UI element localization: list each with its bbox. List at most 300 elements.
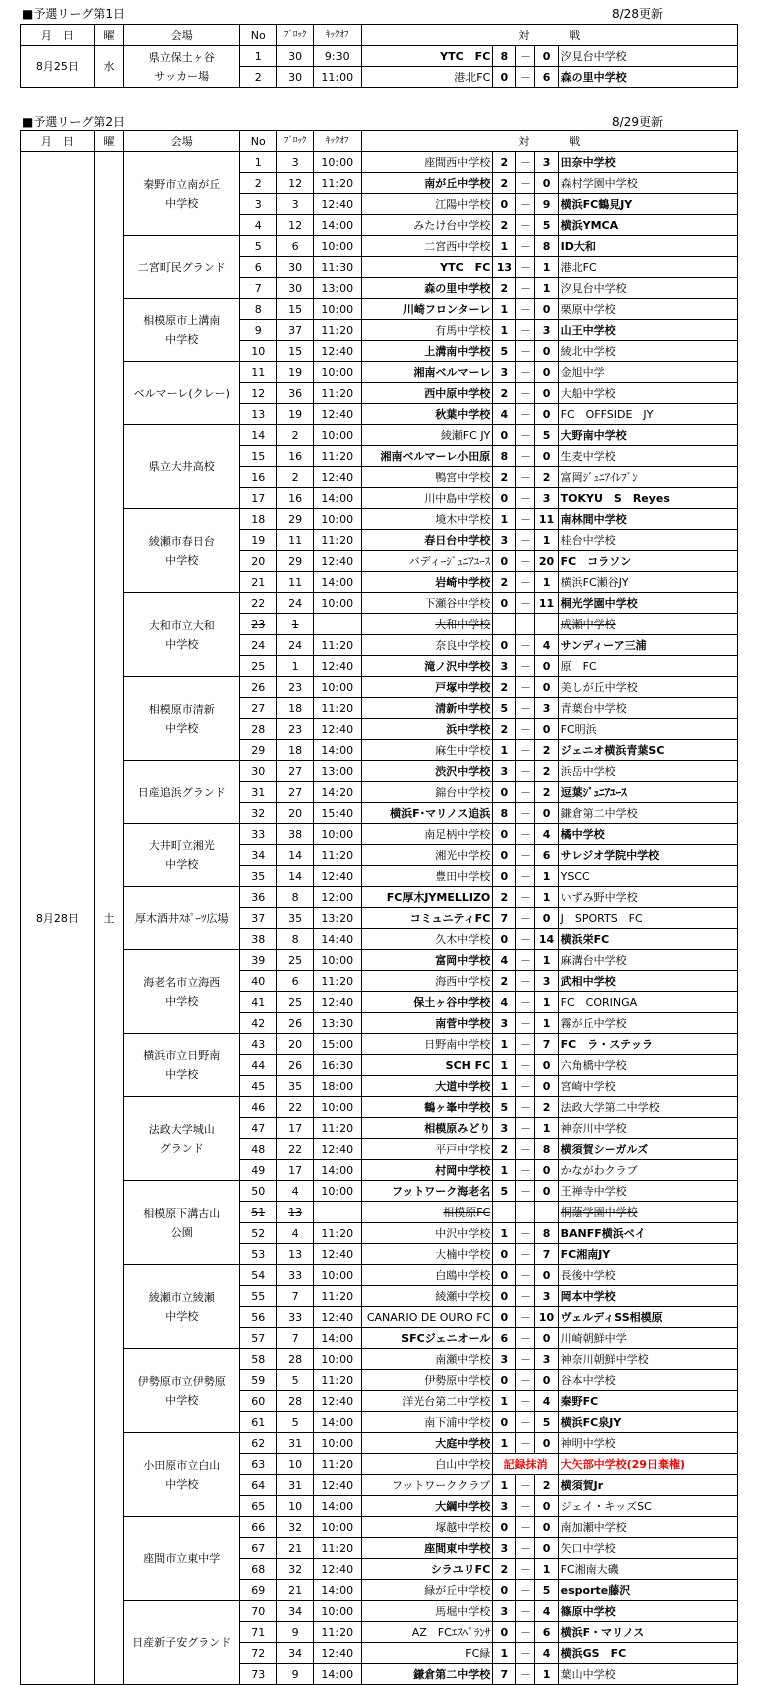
home-team: 海西中学校 [361, 971, 493, 992]
away-score: 0 [535, 362, 558, 383]
away-team: 生麦中学校 [558, 446, 737, 467]
home-score: 0 [493, 845, 516, 866]
home-team: 上溝南中学校 [361, 341, 493, 362]
home-team: 横浜F･マリノス追浜 [361, 803, 493, 824]
away-team: 横須賀Jr [558, 1475, 737, 1496]
match-no: 56 [240, 1307, 277, 1328]
home-team: SCH FC [361, 1055, 493, 1076]
match-kickoff: 11:00 [314, 67, 361, 88]
match-block: 17 [277, 1118, 314, 1139]
match-block: 13 [277, 1202, 314, 1223]
match-block: 21 [277, 1538, 314, 1559]
home-team: 中沢中学校 [361, 1223, 493, 1244]
home-team: 豊田中学校 [361, 866, 493, 887]
score-dash: － [516, 1349, 535, 1370]
venue-name: 綾瀬市春日台 中学校 [124, 509, 240, 593]
match-no: 18 [240, 509, 277, 530]
away-score [535, 614, 558, 635]
away-score: 5 [535, 1580, 558, 1601]
away-score: 2 [535, 761, 558, 782]
match-kickoff: 12:40 [314, 1559, 361, 1580]
home-team: バディｰｼﾞｭﾆｱﾕｰｽ [361, 551, 493, 572]
table-row [21, 362, 738, 383]
score-dash: － [516, 1433, 535, 1454]
home-score: 5 [493, 698, 516, 719]
match-no: 31 [240, 782, 277, 803]
match-no: 30 [240, 761, 277, 782]
home-score: 2 [493, 719, 516, 740]
score-dash: － [516, 866, 535, 887]
match-block: 19 [277, 404, 314, 425]
match-kickoff: 10:00 [314, 236, 361, 257]
home-score: 1 [493, 1160, 516, 1181]
home-score: 0 [493, 635, 516, 656]
match-block: 12 [277, 215, 314, 236]
venue-name: 相模原市上溝南 中学校 [124, 299, 240, 362]
match-block: 24 [277, 635, 314, 656]
score-dash: － [516, 656, 535, 677]
home-score: 1 [493, 1076, 516, 1097]
match-no: 39 [240, 950, 277, 971]
home-score: 2 [493, 887, 516, 908]
home-team: 鴨宮中学校 [361, 467, 493, 488]
away-team: FC CORINGA [558, 992, 737, 1013]
match-kickoff: 15:00 [314, 1034, 361, 1055]
col-match [361, 131, 738, 152]
home-score: 0 [493, 1622, 516, 1643]
match-no: 64 [240, 1475, 277, 1496]
home-team: 麻生中学校 [361, 740, 493, 761]
away-team: 麻溝台中学校 [558, 950, 737, 971]
day2-title: ■予選リーグ第2日 [22, 115, 125, 129]
home-score: 1 [493, 1643, 516, 1664]
away-team: ジェニオ横浜青葉SC [558, 740, 737, 761]
match-dow: 土 [94, 152, 124, 1685]
home-team: 綾瀬中学校 [361, 1286, 493, 1307]
away-score: 0 [535, 1433, 558, 1454]
away-score: 4 [535, 1391, 558, 1412]
match-kickoff: 14:00 [314, 740, 361, 761]
score-dash: － [516, 341, 535, 362]
home-score: 2 [493, 572, 516, 593]
home-score [493, 614, 516, 635]
match-no: 20 [240, 551, 277, 572]
home-score: 5 [493, 1181, 516, 1202]
away-team: FC ラ・ステッラ [558, 1034, 737, 1055]
away-team: 谷本中学校 [558, 1370, 737, 1391]
home-team: 相模原FC [361, 1202, 493, 1223]
match-kickoff: 12:40 [314, 194, 361, 215]
match-kickoff: 11:20 [314, 1622, 361, 1643]
match-kickoff: 11:20 [314, 1223, 361, 1244]
home-team: YTC FC [361, 257, 493, 278]
match-kickoff: 14:20 [314, 782, 361, 803]
match-no: 59 [240, 1370, 277, 1391]
home-team: 清新中学校 [361, 698, 493, 719]
score-dash [516, 614, 535, 635]
score-dash: － [516, 1139, 535, 1160]
away-team: 横浜FC泉JY [558, 1412, 737, 1433]
away-score: 1 [535, 572, 558, 593]
table-row [21, 299, 738, 320]
away-team: 法政大学第二中学校 [558, 1097, 737, 1118]
home-team: コミュニティFC [361, 908, 493, 929]
away-score: 4 [535, 635, 558, 656]
match-no: 44 [240, 1055, 277, 1076]
score-dash: － [516, 1517, 535, 1538]
venue-name: 相模原下溝古山 公園 [124, 1181, 240, 1265]
match-block: 19 [277, 362, 314, 383]
match-block: 29 [277, 551, 314, 572]
home-team: 馬堀中学校 [361, 1601, 493, 1622]
away-score [535, 1202, 558, 1223]
home-team: 川崎フロンターレ [361, 299, 493, 320]
away-team: 逗葉ｼﾞｭﾆｱﾕｰｽ [558, 782, 737, 803]
match-kickoff: 16:30 [314, 1055, 361, 1076]
header-row [21, 25, 738, 46]
home-score: 2 [493, 971, 516, 992]
home-team: 港北FC [361, 67, 493, 88]
away-team: 綾北中学校 [558, 341, 737, 362]
col-match-vs1: 対 [518, 134, 530, 148]
home-team: 白山中学校 [361, 1454, 493, 1475]
home-team: 江陽中学校 [361, 194, 493, 215]
score-dash: － [516, 1034, 535, 1055]
home-score: 1 [493, 299, 516, 320]
day2-updated: 8/29更新 [612, 115, 663, 129]
match-kickoff: 14:00 [314, 1580, 361, 1601]
away-score: 3 [535, 152, 558, 173]
match-no: 55 [240, 1286, 277, 1307]
match-no: 45 [240, 1076, 277, 1097]
match-no: 70 [240, 1601, 277, 1622]
away-team: 横浜F・マリノス [558, 1622, 737, 1643]
score-dash: － [516, 950, 535, 971]
match-no: 62 [240, 1433, 277, 1454]
match-no: 11 [240, 362, 277, 383]
col-match [361, 25, 738, 46]
match-no: 51 [240, 1202, 277, 1223]
table-row [21, 1349, 738, 1370]
away-team: 南加瀬中学校 [558, 1517, 737, 1538]
home-team: 秋葉中学校 [361, 404, 493, 425]
col-venue: 会場 [124, 131, 240, 152]
away-team: ID大和 [558, 236, 737, 257]
match-block: 8 [277, 929, 314, 950]
match-block: 32 [277, 1559, 314, 1580]
match-kickoff: 10:00 [314, 1265, 361, 1286]
match-no: 32 [240, 803, 277, 824]
match-block: 37 [277, 320, 314, 341]
table-row [21, 1097, 738, 1118]
score-dash: － [516, 1328, 535, 1349]
away-score: 4 [535, 824, 558, 845]
away-score: 8 [535, 1139, 558, 1160]
home-team: 岩崎中学校 [361, 572, 493, 593]
table-row [21, 1517, 738, 1538]
match-kickoff: 11:20 [314, 845, 361, 866]
away-team: 横浜FC鶴見JY [558, 194, 737, 215]
score-dash: － [516, 1412, 535, 1433]
day1-title: ■予選リーグ第1日 [22, 7, 125, 21]
home-score: 0 [493, 824, 516, 845]
match-no: 68 [240, 1559, 277, 1580]
match-no: 6 [240, 257, 277, 278]
home-score: 3 [493, 1013, 516, 1034]
away-score: 0 [535, 404, 558, 425]
away-team: J SPORTS FC [558, 908, 737, 929]
match-no: 47 [240, 1118, 277, 1139]
match-no: 67 [240, 1538, 277, 1559]
away-team: 桐蔭学園中学校 [558, 1202, 737, 1223]
match-kickoff: 12:00 [314, 887, 361, 908]
away-team: 南林間中学校 [558, 509, 737, 530]
match-kickoff: 11:20 [314, 383, 361, 404]
home-score: 2 [493, 278, 516, 299]
col-no: No [240, 131, 277, 152]
home-score: 2 [493, 215, 516, 236]
match-kickoff: 13:00 [314, 761, 361, 782]
match-block: 33 [277, 1265, 314, 1286]
home-team: 日野南中学校 [361, 1034, 493, 1055]
away-score: 0 [535, 46, 558, 67]
venue-name: 相模原市清新 中学校 [124, 677, 240, 761]
match-kickoff: 11:20 [314, 446, 361, 467]
match-no: 22 [240, 593, 277, 614]
home-team: 村岡中学校 [361, 1160, 493, 1181]
match-kickoff: 11:20 [314, 173, 361, 194]
match-no: 71 [240, 1622, 277, 1643]
score-dash: － [516, 320, 535, 341]
away-score: 0 [535, 1496, 558, 1517]
score-dash: － [516, 299, 535, 320]
home-score: 5 [493, 1097, 516, 1118]
match-no: 42 [240, 1013, 277, 1034]
home-score: 1 [493, 1055, 516, 1076]
home-team: みたけ台中学校 [361, 215, 493, 236]
venue-name: 県立大井高校 [124, 425, 240, 509]
away-team: 篠原中学校 [558, 1601, 737, 1622]
away-score: 0 [535, 1055, 558, 1076]
match-block: 22 [277, 1139, 314, 1160]
match-block: 28 [277, 1391, 314, 1412]
match-date: 8月25日 [21, 46, 95, 88]
match-block: 23 [277, 719, 314, 740]
match-kickoff: 11:30 [314, 257, 361, 278]
venue-name: 大和市立大和 中学校 [124, 593, 240, 677]
match-block: 6 [277, 236, 314, 257]
home-score: 0 [493, 425, 516, 446]
match-block: 8 [277, 887, 314, 908]
score-dash: － [516, 845, 535, 866]
score-dash: － [516, 509, 535, 530]
match-no: 25 [240, 656, 277, 677]
home-team: フットワーククラブ [361, 1475, 493, 1496]
home-team: 緑が丘中学校 [361, 1580, 493, 1601]
away-score: 1 [535, 1118, 558, 1139]
match-block: 34 [277, 1601, 314, 1622]
home-score: 0 [493, 593, 516, 614]
home-team: 大庭中学校 [361, 1433, 493, 1454]
home-score: 1 [493, 1223, 516, 1244]
score-dash: － [516, 1475, 535, 1496]
col-kickoff: ｷｯｸｵﾌ [314, 131, 361, 152]
match-kickoff: 14:00 [314, 1412, 361, 1433]
venue-name: 横浜市立日野南 中学校 [124, 1034, 240, 1097]
match-kickoff: 14:00 [314, 1328, 361, 1349]
match-block: 32 [277, 1517, 314, 1538]
away-team: 大野南中学校 [558, 425, 737, 446]
match-no: 50 [240, 1181, 277, 1202]
away-score: 9 [535, 194, 558, 215]
match-block: 25 [277, 950, 314, 971]
score-dash: － [516, 1097, 535, 1118]
score-dash: － [516, 1538, 535, 1559]
score-dash: － [516, 782, 535, 803]
score-dash: － [516, 1391, 535, 1412]
away-score: 5 [535, 215, 558, 236]
match-no: 49 [240, 1160, 277, 1181]
home-score: 3 [493, 362, 516, 383]
away-team: 神明中学校 [558, 1433, 737, 1454]
away-team: YSCC [558, 866, 737, 887]
home-score: 4 [493, 404, 516, 425]
away-team: BANFF横浜ベイ [558, 1223, 737, 1244]
match-block: 4 [277, 1223, 314, 1244]
home-score: 0 [493, 67, 516, 88]
home-team: 湘南ベルマーレ [361, 362, 493, 383]
venue-name: 日産追浜グランド [124, 761, 240, 824]
match-block: 14 [277, 866, 314, 887]
match-kickoff: 14:00 [314, 215, 361, 236]
away-score: 8 [535, 1223, 558, 1244]
score-dash: － [516, 761, 535, 782]
day2-schedule-table [20, 130, 738, 1685]
home-team: 南足柄中学校 [361, 824, 493, 845]
home-team: FC緑 [361, 1643, 493, 1664]
home-team: 渋沢中学校 [361, 761, 493, 782]
score-dash: － [516, 530, 535, 551]
match-kickoff: 11:20 [314, 1370, 361, 1391]
away-score: 3 [535, 488, 558, 509]
away-score: 5 [535, 1412, 558, 1433]
match-kickoff: 13:20 [314, 908, 361, 929]
home-score: 3 [493, 1349, 516, 1370]
match-block: 23 [277, 677, 314, 698]
match-kickoff: 10:00 [314, 1181, 361, 1202]
home-score: 4 [493, 992, 516, 1013]
home-team: 春日台中学校 [361, 530, 493, 551]
score-dash: － [516, 635, 535, 656]
match-kickoff: 10:00 [314, 1097, 361, 1118]
home-team: CANARIO DE OURO FC [361, 1307, 493, 1328]
match-kickoff: 11:20 [314, 698, 361, 719]
match-kickoff: 9:30 [314, 46, 361, 67]
score-dash: － [516, 1160, 535, 1181]
score-dash: － [516, 1013, 535, 1034]
home-score: 0 [493, 929, 516, 950]
match-no: 46 [240, 1097, 277, 1118]
away-score: 1 [535, 1013, 558, 1034]
home-score: 8 [493, 46, 516, 67]
away-score: 1 [535, 1559, 558, 1580]
away-score: 0 [535, 677, 558, 698]
match-no: 17 [240, 488, 277, 509]
match-block: 16 [277, 446, 314, 467]
away-score: 0 [535, 1181, 558, 1202]
match-kickoff: 10:00 [314, 824, 361, 845]
match-no: 19 [240, 530, 277, 551]
home-score: 3 [493, 1538, 516, 1559]
match-no: 37 [240, 908, 277, 929]
match-block: 10 [277, 1454, 314, 1475]
match-kickoff: 14:00 [314, 488, 361, 509]
day1-updated: 8/28更新 [612, 7, 663, 21]
home-team: 湘光中学校 [361, 845, 493, 866]
match-kickoff: 10:00 [314, 299, 361, 320]
home-team: 座間西中学校 [361, 152, 493, 173]
match-block: 29 [277, 509, 314, 530]
home-score: 0 [493, 551, 516, 572]
home-score: 2 [493, 173, 516, 194]
home-team: 境木中学校 [361, 509, 493, 530]
match-kickoff: 10:00 [314, 425, 361, 446]
match-kickoff: 10:00 [314, 1517, 361, 1538]
away-score: 0 [535, 803, 558, 824]
away-team: 武相中学校 [558, 971, 737, 992]
away-team: FC湘南大磯 [558, 1559, 737, 1580]
score-dash: － [516, 719, 535, 740]
home-score: 0 [493, 866, 516, 887]
home-team: 綾瀬FC JY [361, 425, 493, 446]
match-block: 16 [277, 488, 314, 509]
away-team: FC OFFSIDE JY [558, 404, 737, 425]
match-no: 23 [240, 614, 277, 635]
venue-name: 日産新子安グランド [124, 1601, 240, 1685]
home-score: 13 [493, 257, 516, 278]
match-kickoff: 10:00 [314, 1349, 361, 1370]
table-row [21, 1034, 738, 1055]
score-dash: － [516, 551, 535, 572]
match-no: 41 [240, 992, 277, 1013]
home-team: シラユリFC [361, 1559, 493, 1580]
away-team: 大矢部中学校(29日棄権) [558, 1454, 737, 1475]
match-kickoff: 18:00 [314, 1076, 361, 1097]
venue-name: 伊勢原市立伊勢原 中学校 [124, 1349, 240, 1433]
match-kickoff: 12:40 [314, 551, 361, 572]
score-dash: － [516, 404, 535, 425]
home-team: YTC FC [361, 46, 493, 67]
away-score: 0 [535, 1328, 558, 1349]
home-team: 保土ヶ谷中学校 [361, 992, 493, 1013]
home-team: 有馬中学校 [361, 320, 493, 341]
away-team: 川崎朝鮮中学 [558, 1328, 737, 1349]
home-score: 1 [493, 1475, 516, 1496]
match-kickoff: 10:00 [314, 362, 361, 383]
match-block: 7 [277, 1286, 314, 1307]
score-dash: － [516, 971, 535, 992]
score-dash: － [516, 887, 535, 908]
away-score: 0 [535, 173, 558, 194]
away-team: 長後中学校 [558, 1265, 737, 1286]
home-score: 1 [493, 509, 516, 530]
away-score: 4 [535, 1601, 558, 1622]
match-no: 7 [240, 278, 277, 299]
table-row [21, 1601, 738, 1622]
away-team: 大船中学校 [558, 383, 737, 404]
away-score: 2 [535, 782, 558, 803]
match-block: 20 [277, 803, 314, 824]
